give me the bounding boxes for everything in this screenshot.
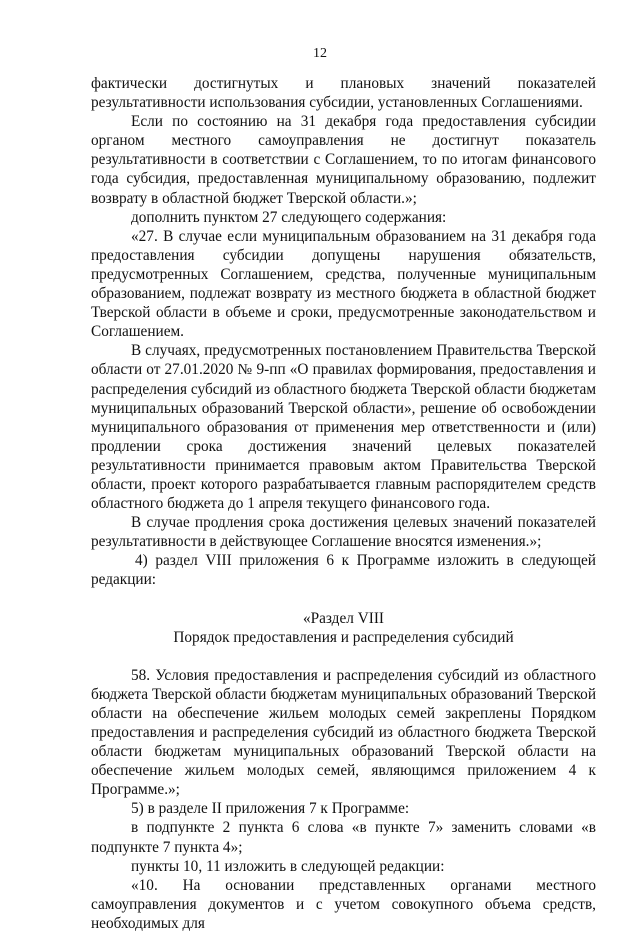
paragraph: Если по состоянию на 31 декабря года предоставления субсидии органом местного самоуправления не достигнут показатель результативности в соответствии с Соглашением, то по итогам финансового года субсидия, предоставленная муниципальному образованию, подлежит возврату в областной бюджет Тверской области.»; — [91, 113, 596, 207]
section-title: Порядок предоставления и распределения субсидий — [173, 628, 514, 646]
paragraph: 5) в разделе II приложения 7 к Программе: — [131, 800, 410, 818]
paragraph: В случае продления срока достижения целевых значений показателей результативности в действующее Соглашение вносятся изменения.»; — [91, 514, 596, 551]
page-number: 12 — [313, 46, 327, 61]
document-body — [91, 74, 596, 933]
paragraph: «10. На основании представленных органами местного самоуправления документов и с учетом совокупного объема средств, необходимых для — [91, 876, 596, 932]
paragraph: 4) раздел VIII приложения 6 к Программе изложить в следующей редакции: — [91, 552, 596, 589]
paragraph: В случаях, предусмотренных постановлением Правительства Тверской области от 27.01.2020 № 9-пп «О правилах формирования, предоставления и распределения субсидий из областного бюджета Тверской области бюджетам муниципальных образований Тверской области», решение об освобождении муниципального образования от применения мер ответственности и (или) продлении срока достижения значений целевых показателей результативности принимается правовым актом Правительства Тверской области, проект которого разрабатывается главным распорядителем средств областного бюджета до 1 апреля текущего финансового года. — [91, 342, 596, 513]
paragraph: «27. В случае если муниципальным образованием на 31 декабря года предоставления субсидии допущены нарушения обязательств, предусмотренных Соглашением, средства, полученные муниципальным образованием, подлежат возврату из местного бюджета в областной бюджет Тверской области в объеме и сроки, предусмотренные законодательством и Соглашением. — [91, 227, 596, 341]
paragraph: дополнить пунктом 27 следующего содержания: — [131, 208, 447, 226]
spacer — [91, 647, 596, 666]
paragraph: 58. Условия предоставления и распределения субсидий из областного бюджета Тверской области бюджетам муниципальных образований Тверской области на обеспечение жильем молодых семей закреплены Порядком предоставления и распределения субсидий из областного бюджета Тверской области бюджетам муниципальных образований Тверской области на обеспечение жильем молодых семей, являющимся приложением 4 к Программе.»; — [91, 666, 596, 799]
paragraph: пункты 10, 11 изложить в следующей редакции: — [131, 857, 445, 875]
section-heading: «Раздел VIII — [302, 609, 385, 627]
paragraph: в подпункте 2 пункта 6 слова «в пункте 7» заменить словами «в подпункте 7 пункта 4»; — [91, 819, 596, 856]
paragraph: фактически достигнутых и плановых значений показателей результативности использования субсидии, установленных Соглашениями. — [91, 75, 596, 112]
spacer — [91, 590, 596, 609]
